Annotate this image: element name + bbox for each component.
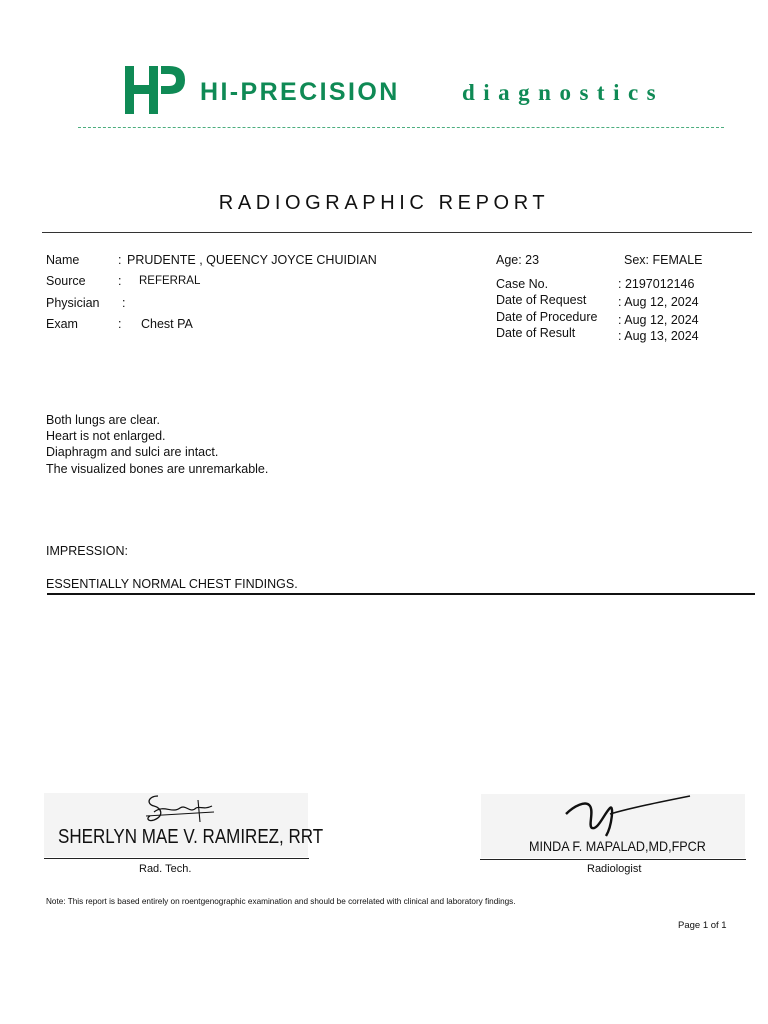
header-divider — [78, 127, 724, 128]
rad-tech-name: SHERLYN MAE V. RAMIREZ, RRT — [58, 826, 324, 848]
exam-separator: : — [118, 317, 122, 331]
brand-subtitle: diagnostics — [462, 80, 665, 105]
procedure-date-label: Date of Procedure — [496, 310, 598, 324]
source-value: REFERRAL — [139, 275, 201, 287]
signature-mark-left — [140, 792, 220, 828]
name-value: PRUDENTE , QUEENCY JOYCE CHUIDIAN — [127, 253, 377, 267]
signature-mark-right — [560, 792, 695, 840]
age: Age: 23 — [496, 253, 540, 267]
finding-line: The visualized bones are unremarkable. — [46, 462, 269, 476]
finding-line: Diaphragm and sulci are intact. — [46, 445, 219, 459]
request-date-label: Date of Request — [496, 293, 587, 307]
impression-divider — [47, 593, 755, 595]
source-label: Source — [46, 274, 86, 288]
exam-value: Chest PA — [141, 317, 193, 331]
result-date-value: : Aug 13, 2024 — [618, 329, 699, 343]
source-separator: : — [118, 274, 122, 288]
signature-line-right — [480, 859, 746, 860]
case-no-value: : 2197012146 — [618, 277, 695, 291]
case-no-label: Case No. — [496, 277, 549, 291]
name-label: Name — [46, 253, 80, 267]
impression-label: IMPRESSION: — [46, 544, 128, 558]
rad-tech-role: Rad. Tech. — [139, 863, 192, 875]
hp-logo-icon — [125, 64, 187, 116]
radiologist-role: Radiologist — [587, 863, 642, 875]
impression-text: ESSENTIALLY NORMAL CHEST FINDINGS. — [46, 577, 298, 591]
physician-label: Physician — [46, 296, 100, 310]
radiologist-name: MINDA F. MAPALAD,MD,FPCR — [529, 838, 706, 854]
procedure-date-value: : Aug 12, 2024 — [618, 313, 699, 327]
request-date-value: : Aug 12, 2024 — [618, 295, 699, 309]
footer-note: Note: This report is based entirely on roentgenographic examination and should be correlated with clinical and laboratory findings. — [46, 897, 516, 906]
page-number: Page 1 of 1 — [678, 920, 727, 931]
brand-name: HI-PRECISION — [200, 78, 400, 106]
title-divider — [42, 232, 752, 233]
physician-separator: : — [122, 296, 126, 310]
exam-label: Exam — [46, 317, 78, 331]
finding-line: Both lungs are clear. — [46, 413, 160, 427]
signature-line-left — [44, 858, 309, 859]
finding-line: Heart is not enlarged. — [46, 429, 166, 443]
sex: Sex: FEMALE — [624, 253, 703, 267]
name-separator: : — [118, 253, 122, 267]
report-title: RADIOGRAPHIC REPORT — [218, 192, 550, 214]
result-date-label: Date of Result — [496, 326, 576, 340]
